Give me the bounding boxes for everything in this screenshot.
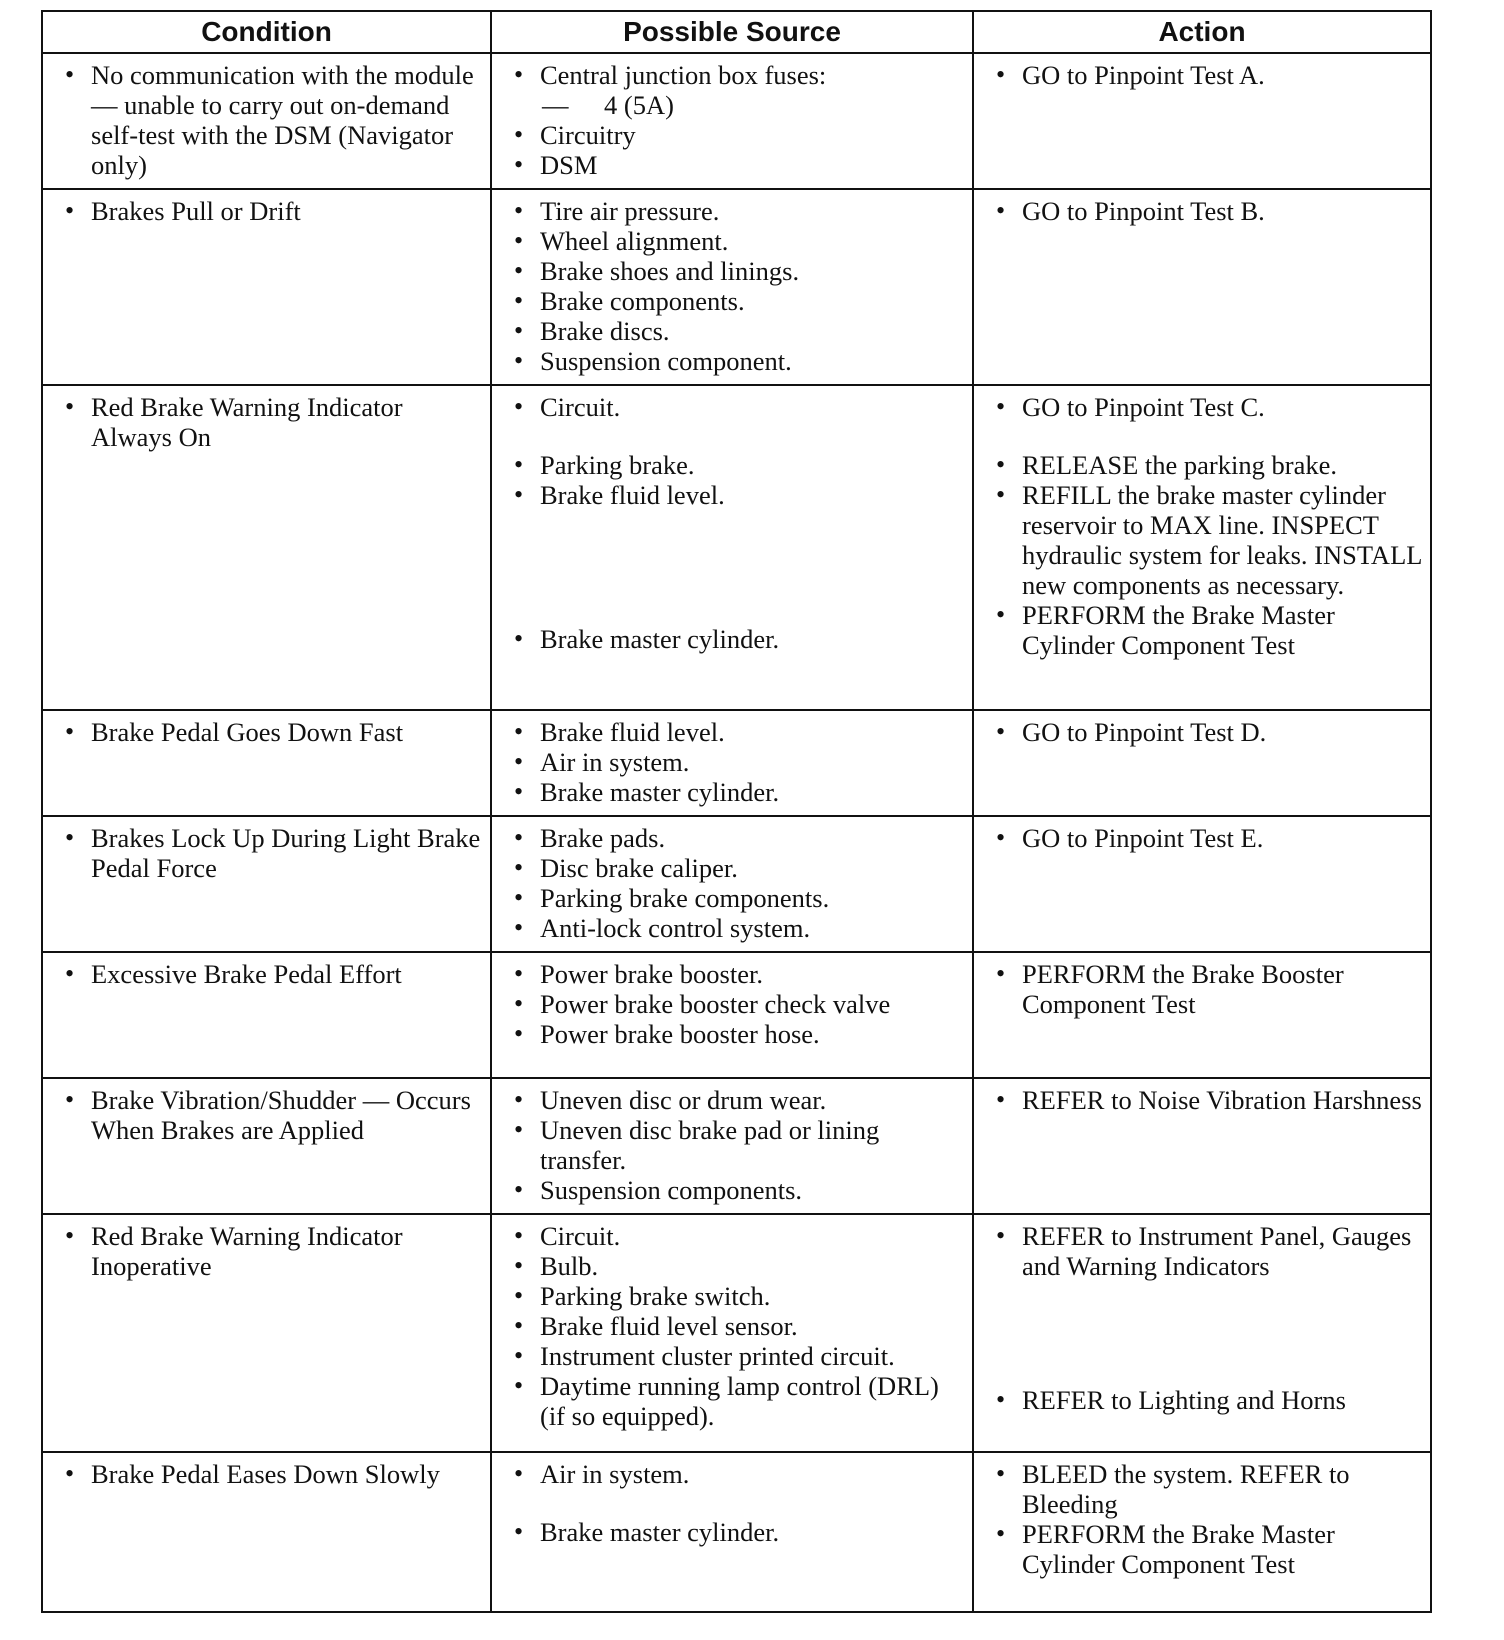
action-cell [973,952,1431,1078]
bullet-icon: • [514,959,524,988]
source-entry: • Wheel alignment. [500,226,964,256]
source-cell [491,816,973,952]
bullet-icon: • [996,1459,1006,1488]
bullet-icon: • [514,777,524,806]
bullet-icon: • [514,316,524,345]
condition-cell [42,53,491,189]
bullet-icon: • [996,450,1006,479]
bullet-icon: • [996,823,1006,852]
source-entry: • Power brake booster hose. [500,1019,964,1049]
source-entry: • Brake fluid level sensor. [500,1311,964,1341]
table-row [42,952,1431,1078]
bullet-icon: • [996,1221,1006,1250]
table-row [42,1452,1431,1612]
action-entry: • REFER to Instrument Panel, Gauges and Warning Indicators [982,1221,1422,1281]
condition-cell [42,816,491,952]
source-entry: • Suspension component. [500,346,964,376]
action-entry: • REFILL the brake master cylinder reservoir to MAX line. INSPECT hydraulic system for leaks. INSTALL new components as necessary. [982,480,1422,600]
source-entry: • Parking brake. [500,450,964,480]
action-cell [973,385,1431,710]
source-entry: • Bulb. [500,1251,964,1281]
bullet-icon: • [514,1251,524,1280]
condition-cell [42,385,491,710]
action-cell [973,189,1431,385]
bullet-icon: • [514,853,524,882]
source-entry: • Brake discs. [500,316,964,346]
condition-entry: • Brake Vibration/Shudder — Occurs When Brakes are Applied [51,1085,482,1145]
condition-entry: • Brakes Lock Up During Light Brake Pedal Force [51,823,482,883]
source-entry: • Daytime running lamp control (DRL) (if so equipped). [500,1371,964,1431]
bullet-icon: • [514,346,524,375]
bullet-icon: • [65,1221,75,1250]
bullet-icon: • [996,392,1006,421]
source-entry: • Air in system. [500,747,964,777]
condition-entry: • Brake Pedal Goes Down Fast [51,717,482,747]
table-row [42,385,1431,710]
bullet-icon: • [514,1341,524,1370]
diagnosis-table [41,10,1432,1613]
bullet-icon: • [996,480,1006,509]
bullet-icon: • [65,717,75,746]
source-entry: • DSM [500,150,964,180]
bullet-icon: • [514,747,524,776]
source-entry: • Anti-lock control system. [500,913,964,943]
header-row [42,11,1431,53]
source-entry: • Central junction box fuses: [500,60,964,90]
source-cell [491,189,973,385]
bullet-icon: • [514,883,524,912]
condition-entry: • Red Brake Warning Indicator Always On [51,392,482,452]
source-entry: • Air in system. [500,1459,964,1489]
action-entry: • REFER to Noise Vibration Harshness [982,1085,1422,1115]
bullet-icon: • [514,717,524,746]
bullet-icon: • [514,286,524,315]
bullet-icon: • [996,1385,1006,1414]
table-row [42,1078,1431,1214]
source-entry: • Brake master cylinder. [500,624,964,654]
bullet-icon: • [514,450,524,479]
condition-entry: • Red Brake Warning Indicator Inoperative [51,1221,482,1281]
source-entry: • Instrument cluster printed circuit. [500,1341,964,1371]
bullet-icon: • [514,226,524,255]
source-entry: • Parking brake switch. [500,1281,964,1311]
condition-entry: • Brakes Pull or Drift [51,196,482,226]
source-entry: • Brake fluid level. [500,480,964,510]
source-entry: • Brake master cylinder. [500,777,964,807]
bullet-icon: • [514,196,524,225]
source-entry: • Tire air pressure. [500,196,964,226]
bullet-icon: • [514,60,524,89]
possible-source-header: Possible Source [491,11,973,53]
source-entry: • Brake pads. [500,823,964,853]
action-cell [973,710,1431,816]
condition-entry: • No communication with the module — unable to carry out on-demand self-test with the DSM (Navigator only) [51,60,482,180]
source-cell [491,1078,973,1214]
bullet-icon: • [514,120,524,149]
action-cell [973,1214,1431,1452]
bullet-icon: • [996,717,1006,746]
bullet-icon: • [514,624,524,653]
source-entry: • Circuit. [500,392,964,422]
bullet-icon: • [514,1019,524,1048]
source-entry: • Circuit. [500,1221,964,1251]
bullet-icon: • [514,1175,524,1204]
table-row [42,53,1431,189]
bullet-icon: • [996,196,1006,225]
action-entry: • GO to Pinpoint Test C. [982,392,1422,422]
source-cell [491,952,973,1078]
source-entry: • Brake fluid level. [500,717,964,747]
table-row [42,710,1431,816]
bullet-icon: • [514,1371,524,1400]
condition-cell [42,1214,491,1452]
action-entry: • PERFORM the Brake Master Cylinder Component Test [982,600,1422,660]
action-entry: • BLEED the system. REFER to Bleeding [982,1459,1422,1519]
bullet-icon: • [514,1281,524,1310]
source-cell [491,385,973,710]
fuse-entry: — 4 (5A) [542,90,674,120]
source-cell [491,710,973,816]
bullet-icon: • [514,1115,524,1144]
condition-entry: • Excessive Brake Pedal Effort [51,959,482,989]
action-entry: • REFER to Lighting and Horns [982,1385,1422,1415]
condition-cell [42,1078,491,1214]
bullet-icon: • [514,1221,524,1250]
bullet-icon: • [996,959,1006,988]
action-entry: • GO to Pinpoint Test D. [982,717,1422,747]
source-entry: • Brake master cylinder. [500,1517,964,1547]
action-entry: • RELEASE the parking brake. [982,450,1422,480]
bullet-icon: • [514,989,524,1018]
source-cell [491,1214,973,1452]
action-entry: • GO to Pinpoint Test A. [982,60,1422,90]
bullet-icon: • [996,1519,1006,1548]
condition-cell [42,952,491,1078]
source-cell [491,53,973,189]
source-entry: • Uneven disc or drum wear. [500,1085,964,1115]
bullet-icon: • [514,1311,524,1340]
bullet-icon: • [65,1459,75,1488]
bullet-icon: • [514,823,524,852]
action-cell [973,53,1431,189]
source-entry: • Power brake booster. [500,959,964,989]
action-cell [973,1452,1431,1612]
source-entry: • Disc brake caliper. [500,853,964,883]
bullet-icon: • [65,60,75,89]
table-row [42,1214,1431,1452]
bullet-icon: • [996,1085,1006,1114]
table-row [42,816,1431,952]
action-entry: • GO to Pinpoint Test B. [982,196,1422,226]
bullet-icon: • [65,1085,75,1114]
table-row [42,189,1431,385]
bullet-icon: • [514,1459,524,1488]
condition-header: Condition [42,11,491,53]
source-entry: • Suspension components. [500,1175,964,1205]
action-entry: • PERFORM the Brake Master Cylinder Component Test [982,1519,1422,1579]
bullet-icon: • [514,1517,524,1546]
action-cell [973,1078,1431,1214]
bullet-icon: • [65,392,75,421]
action-entry: • PERFORM the Brake Booster Component Test [982,959,1422,1019]
bullet-icon: • [514,1085,524,1114]
source-cell [491,1452,973,1612]
condition-cell [42,1452,491,1612]
source-entry: • Uneven disc brake pad or lining transfer. [500,1115,964,1175]
condition-cell [42,710,491,816]
bullet-icon: • [996,600,1006,629]
source-entry: • Brake components. [500,286,964,316]
bullet-icon: • [514,913,524,942]
source-entry: • Parking brake components. [500,883,964,913]
bullet-icon: • [996,60,1006,89]
condition-entry: • Brake Pedal Eases Down Slowly [51,1459,482,1489]
action-header: Action [973,11,1431,53]
bullet-icon: • [65,823,75,852]
bullet-icon: • [514,392,524,421]
bullet-icon: • [514,150,524,179]
bullet-icon: • [514,256,524,285]
action-entry: • GO to Pinpoint Test E. [982,823,1422,853]
action-cell [973,816,1431,952]
bullet-icon: • [65,196,75,225]
source-entry: • Circuitry [500,120,964,150]
bullet-icon: • [65,959,75,988]
bullet-icon: • [514,480,524,509]
source-entry: • Brake shoes and linings. [500,256,964,286]
source-entry: • Power brake booster check valve [500,989,964,1019]
condition-cell [42,189,491,385]
